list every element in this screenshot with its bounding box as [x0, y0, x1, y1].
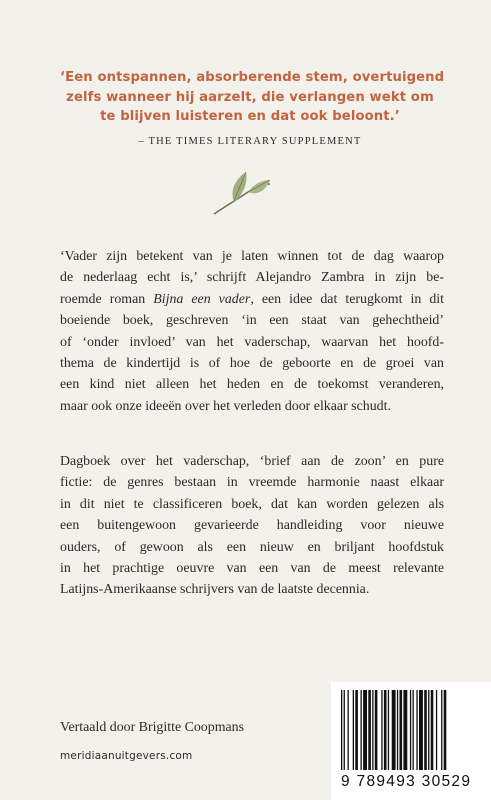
text-line: ouders, of gewoon als een nieuw en briljant hoofdstuk: [60, 539, 444, 555]
barcode-bar: [372, 690, 373, 770]
barcode-bar: [444, 690, 447, 770]
barcode-bar: [392, 690, 396, 770]
publisher-website: meridiaanuitgevers.com: [60, 750, 193, 762]
text-line: een kind niet alleen het heden en de toekomst veranderen,: [60, 377, 444, 393]
barcode-bar: [348, 690, 349, 770]
text-line: Dagboek over het vaderschap, ‘brief aan de zoon’ en pure: [60, 454, 444, 469]
barcode-bar: [419, 690, 423, 770]
text-line: Latijns-Amerikaanse schrijvers van de laatste decennia.: [60, 582, 370, 598]
barcode-bar: [341, 690, 342, 770]
description-paragraph-1: [60, 246, 444, 417]
barcode-bar: [381, 690, 382, 770]
barcode-bar: [431, 690, 434, 770]
barcode-bar: [353, 690, 354, 770]
text-line: maar ook onze ideeën over het verleden door elkaar schudt.: [60, 398, 391, 414]
text-line: [60, 289, 444, 310]
barcode-bar: [397, 690, 398, 770]
barcode-bar: [368, 690, 371, 770]
text-line: of ‘onder invloed’ van het vaderschap, waarvan het hoofd-: [60, 334, 444, 350]
text-segment: , een idee dat terugkomt in dit: [250, 291, 444, 307]
barcode-bars: [337, 690, 489, 774]
barcode-bar: [363, 690, 367, 770]
barcode: [331, 682, 491, 800]
text-line: een buitengewoon gevarieerde handleiding voor nieuwe: [60, 518, 444, 534]
quote-line: te blijven luisteren en dat ook beloont.’: [100, 109, 400, 124]
text-line: thema de kindertijd is of hoe de geboorte en de groei van: [60, 356, 444, 372]
review-quote: [60, 68, 445, 127]
text-line: boeiende boek, geschreven ‘in een staat van gehechtheid’: [60, 313, 444, 329]
barcode-bar: [344, 690, 345, 770]
text-line: in dit niet te classificeren boek, dat kan worden gelezen als: [60, 496, 444, 512]
barcode-bar: [424, 690, 427, 770]
text-line: ‘Vader zijn betekent van je laten winnen tot de dag waarop: [60, 249, 444, 264]
quote-line: zelfs wanneer hij aarzelt, die verlangen wekt om: [66, 89, 434, 105]
barcode-bar: [428, 690, 429, 770]
barcode-bar: [375, 690, 378, 770]
barcode-bar: [400, 690, 403, 770]
text-line: in het prachtige oeuvre van een van de meest relevante: [60, 561, 444, 577]
isbn-number: 9 789493 30529: [341, 773, 472, 790]
leaf-branch-icon: [210, 166, 274, 218]
text-segment: roemde roman: [60, 291, 154, 307]
barcode-bar: [436, 690, 437, 770]
quote-attribution: – THE TIMES LITERARY SUPPLEMENT: [138, 136, 362, 147]
text-line: fictie: de genres bestaan in vreemde harmonie naast elkaar: [60, 475, 444, 491]
barcode-bar: [361, 690, 362, 770]
book-title: Bijna een vader: [153, 291, 251, 307]
barcode-bar: [413, 690, 414, 770]
barcode-bar: [388, 690, 389, 770]
translator-credit: Vertaald door Brigitte Coopmans: [60, 720, 245, 735]
barcode-bar: [355, 690, 358, 770]
barcode-bar: [410, 690, 411, 770]
barcode-bar: [384, 690, 387, 770]
text-line: de nederlaag echt is,’ schrijft Alejandro Zambra in zijn be-: [60, 270, 444, 286]
barcode-bar: [403, 690, 407, 770]
quote-line: ‘Een ontspannen, absorberende stem, overtuigend: [60, 70, 445, 85]
barcode-bar: [441, 690, 442, 770]
barcode-bar: [416, 690, 417, 770]
description-paragraph-2: [60, 451, 444, 601]
